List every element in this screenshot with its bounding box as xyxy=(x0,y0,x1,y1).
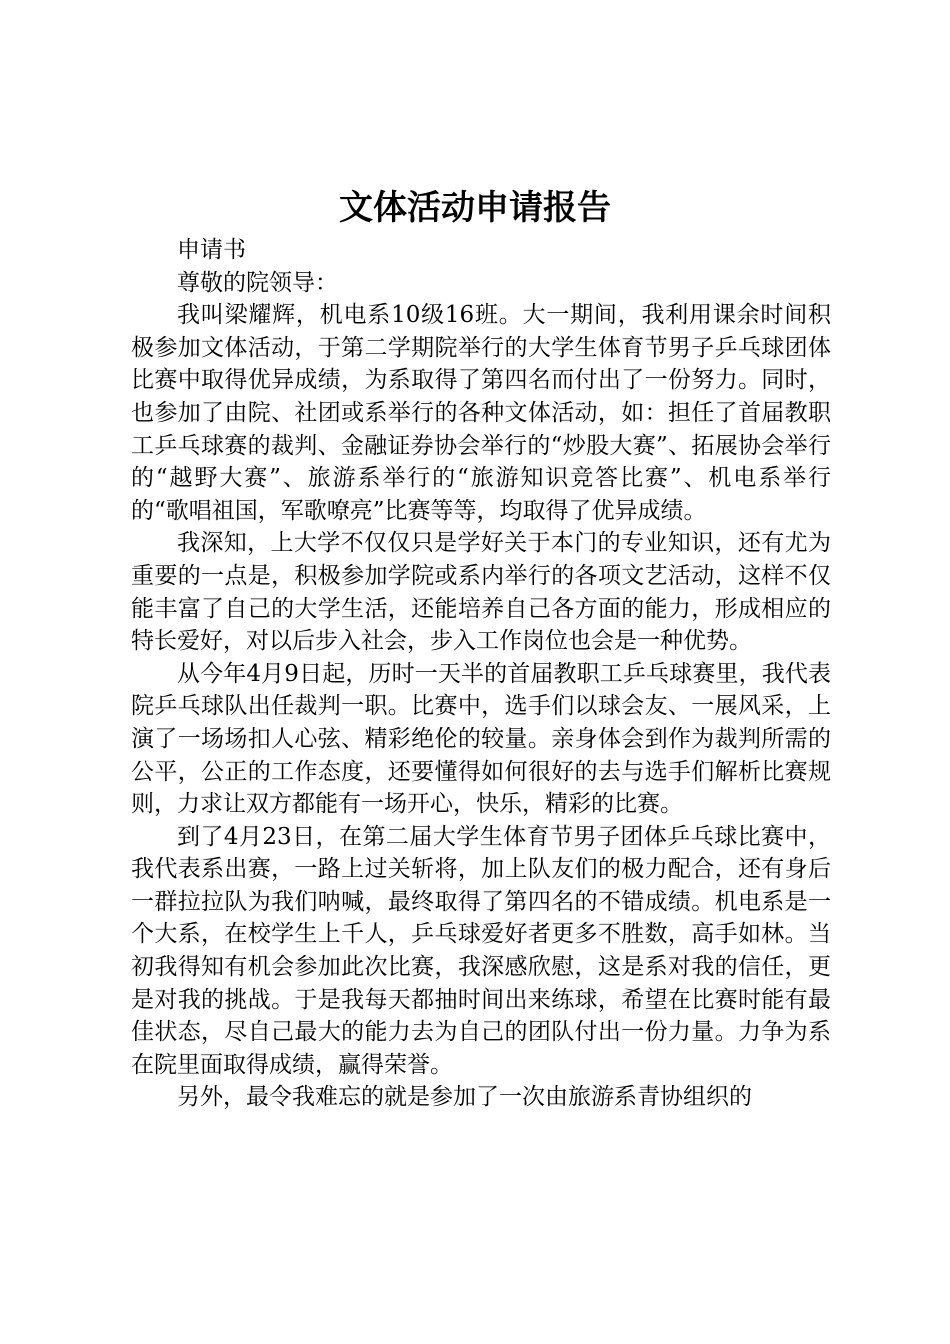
paragraph-heading: 申请书 xyxy=(177,237,246,263)
document-title: 文体活动申请报告 xyxy=(339,188,611,228)
paragraph-additional: 另外，最令我难忘的就是参加了一次由旅游系青协组织的 xyxy=(177,1084,752,1111)
paragraph-intro: 我叫梁耀辉，机电系10级16班。大一期间，我利用课余时间积极参加文体活动，于第二学期院举行的大学生体育节男子乒乓球团体比赛中取得优异成绩，为系取得了第四名而付出了一份努力。同时，也参加了由院、社团或系举行的各种文体活动，如：担任了首届教职工乒乓球赛的裁判、金融证券协会举行的“炒股大赛”、拓展协会举行的“越野大赛”、旅游系举行的“旅游知识竞答比赛”、机电系举行的“歌唱祖国，军歌嘹亮”比赛等等，均取得了优异成绩。 xyxy=(131,302,831,524)
paragraph-referee: 从今年4月9日起，历时一天半的首届教职工乒乓球赛里，我代表院乒乓球队出任裁判一职。比赛中，选手们以球会友、一展风采，上演了一场场扣人心弦、精彩绝伦的较量。亲身体会到作为裁判所需的公平，公正的工作态度，还要懂得如何很好的去与选手们解析比赛规则，力求让双方都能有一场开心，快乐，精彩的比赛。 xyxy=(131,660,831,818)
paragraph-competition: 到了4月23日，在第二届大学生体育节男子团体乒乓球比赛中，我代表系出赛，一路上过关斩将，加上队友们的极力配合，还有身后一群拉拉队为我们呐喊，最终取得了第四名的不错成绩。机电系是一个大系，在校学生上千人，乒乓球爱好者更多不胜数，高手如林。当初我得知有机会参加此次比赛，我深感欣慰，这是系对我的信任，更是对我的挑战。于是我每天都抽时间出来练球，希望在比赛时能有最佳状态，尽自己最大的能力去为自己的团队付出一份力量。力争为系在院里面取得成绩，赢得荣誉。 xyxy=(131,823,831,1078)
document-body xyxy=(131,234,831,1114)
paragraph-understanding: 我深知，上大学不仅仅只是学好关于本门的专业知识，还有尤为重要的一点是，积极参加学院或系内举行的各项文艺活动，这样不仅能丰富了自己的大学生活，还能培养自己各方面的能力，形成相应的特长爱好，对以后步入社会，步入工作岗位也会是一种优势。 xyxy=(131,530,831,655)
salutation: 尊敬的院领导： xyxy=(177,269,338,296)
